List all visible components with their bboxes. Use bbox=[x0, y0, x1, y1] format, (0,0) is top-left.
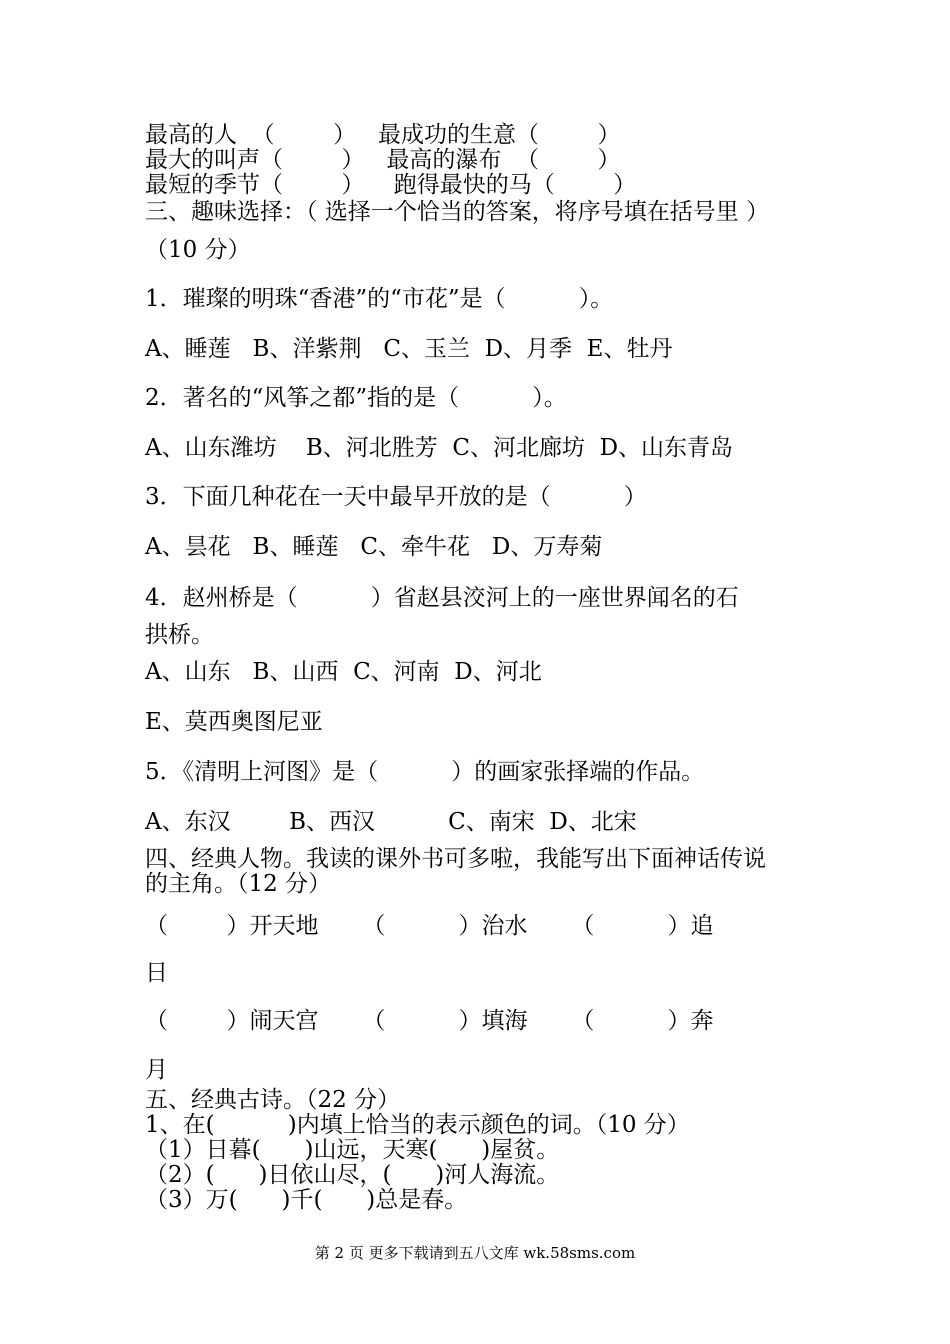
question-3: 3．下面几种花在一天中最早开放的是（ ） bbox=[145, 484, 647, 510]
question-2: 2．著名的“风筝之都”指的是（ ）。 bbox=[145, 385, 567, 411]
section-three-heading: 三、趣味选择：（ 选择一个恰当的答案，将序号填在括号里 ） bbox=[145, 199, 770, 225]
question-4-continued: 拱桥。 bbox=[145, 622, 214, 648]
question-1: 1．璀璨的明珠“香港”的“市花”是（ ）。 bbox=[145, 286, 614, 312]
question-4-options: A、山东 B、山西 C、河南 D、河北 bbox=[145, 659, 542, 685]
section-three-score: （10 分） bbox=[145, 237, 251, 263]
section-four-heading-continued: 的主角。（12 分） bbox=[145, 871, 332, 897]
question-5: 5．《清明上河图》是（ ）的画家张择端的作品。 bbox=[145, 759, 705, 785]
myth-heroes-row-1-wrap: 日 bbox=[145, 960, 168, 986]
section-five-heading: 五、经典古诗。（22 分） bbox=[145, 1087, 401, 1113]
blank-line-loudest-voice: 最大的叫声（ ） 最高的瀑布 （ ） bbox=[145, 147, 621, 173]
poem-line-1: （1）日暮( )山远，天寒( )屋贫。 bbox=[145, 1137, 560, 1163]
question-4-option-e: E、莫西奥图尼亚 bbox=[145, 709, 323, 735]
myth-heroes-row-2-wrap: 月 bbox=[145, 1057, 168, 1083]
blank-line-shortest-season: 最短的季节（ ） 跑得最快的马（ ） bbox=[145, 172, 637, 198]
myth-heroes-row-2: （ ）闹天宫 （ ）填海 （ ）奔 bbox=[145, 1008, 714, 1034]
poem-question-1: 1、在( )内填上恰当的表示颜色的词。（10 分） bbox=[145, 1112, 690, 1138]
blank-line-tallest-person: 最高的人 （ ） 最成功的生意（ ） bbox=[145, 122, 621, 148]
question-5-options: A、东汉 B、西汉 C、南宋 D、北宋 bbox=[145, 809, 637, 835]
myth-heroes-row-1: （ ）开天地 （ ）治水 （ ）追 bbox=[145, 913, 714, 939]
page-footer: 第 2 页 更多下载请到五八文库 wk.58sms.com bbox=[314, 1244, 636, 1262]
question-2-options: A、山东潍坊 B、河北胜芳 C、河北廊坊 D、山东青岛 bbox=[145, 435, 734, 461]
poem-line-3: （3）万( )千( )总是春。 bbox=[145, 1187, 468, 1213]
question-4: 4．赵州桥是（ ）省赵县洨河上的一座世界闻名的石 bbox=[145, 585, 739, 611]
question-3-options: A、昙花 B、睡莲 C、牵牛花 D、万寿菊 bbox=[145, 534, 603, 560]
section-four-heading: 四、经典人物。我读的课外书可多啦，我能写出下面神话传说 bbox=[145, 846, 766, 872]
question-1-options: A、睡莲 B、洋紫荆 C、玉兰 D、月季 E、牡丹 bbox=[145, 336, 673, 362]
poem-line-2: （2）( )日依山尽，( )河人海流。 bbox=[145, 1162, 560, 1188]
